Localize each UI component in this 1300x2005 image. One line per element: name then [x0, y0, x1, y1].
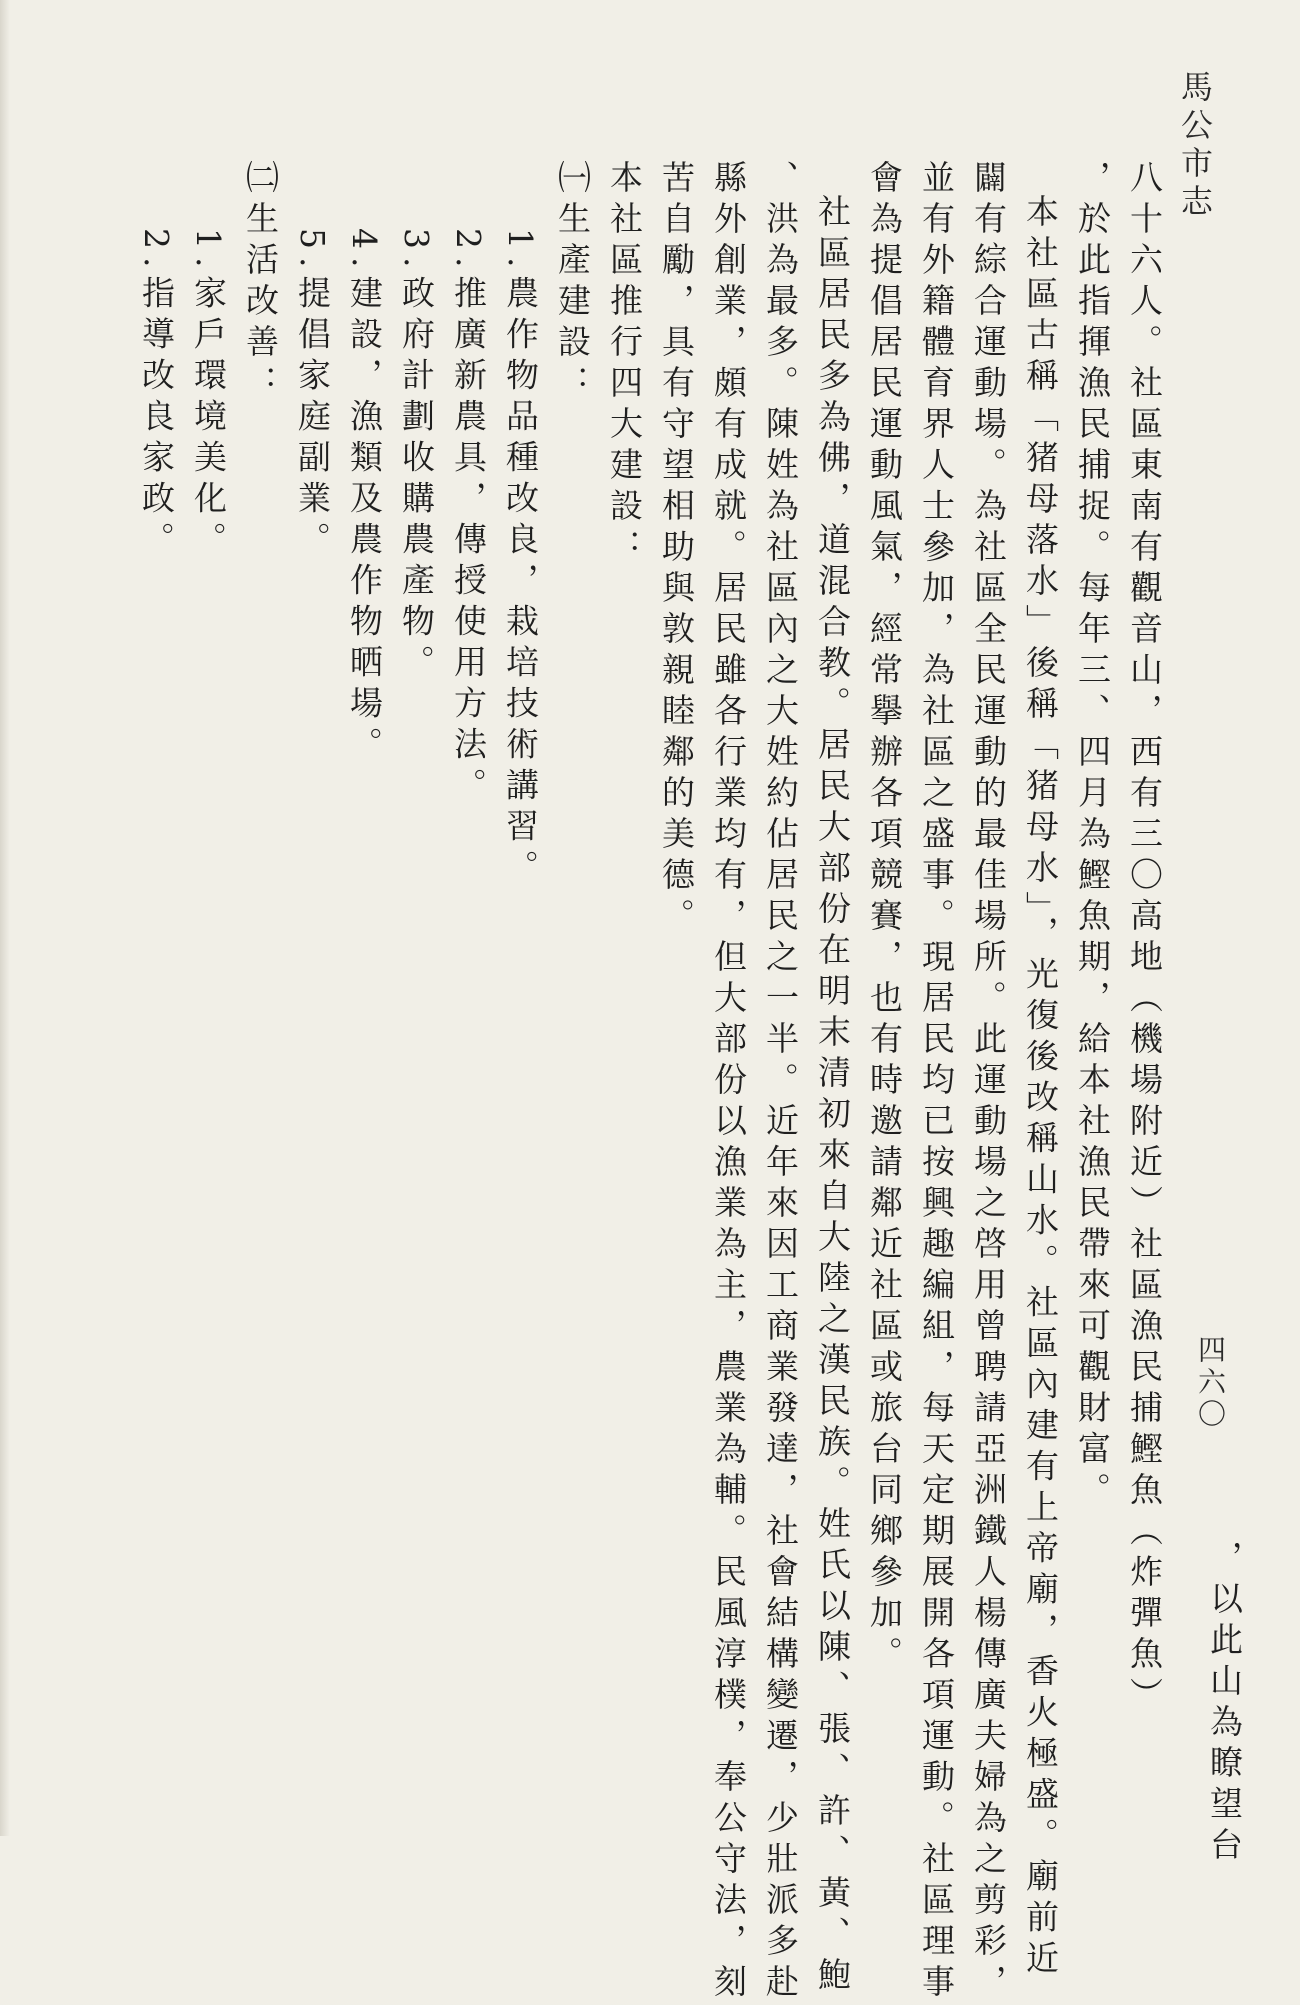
list-item: 5.提倡家庭副業。: [293, 228, 332, 563]
section-heading: 本社區推行四大建設：: [605, 160, 644, 570]
text-column: 闢有綜合運動場。為社區全民運動的最佳場所。此運動場之啓用曾聘請亞洲鐵人楊傳廣夫婦為之剪彩，: [969, 160, 1008, 2005]
list-item: 4.建設，漁類及農作物晒場。: [345, 228, 384, 768]
text-column: 本社區古稱「猪母落水」後稱「猪母水」，光復後改稱山水。社區內建有上帝廟，香火極盛。廟前近: [1021, 194, 1060, 1982]
list-item: 3.政府計劃收購農產物。: [397, 228, 436, 686]
list-item: 1.家戶環境美化。: [189, 228, 228, 563]
text-column: ，於此指揮漁民捕捉。每年三、四月為鰹魚期，給本社漁民帶來可觀財富。: [1073, 160, 1112, 1513]
text-column: 並有外籍體育界人士參加，為社區之盛事。現居民均已按興趣編組，每天定期展開各項運動。社區理事: [917, 160, 956, 2005]
list-item: 1.農作物品種改良，栽培技術講習。: [501, 228, 540, 891]
page-number: 四六〇: [1194, 1335, 1227, 1431]
list-item: 2.推廣新農具，傳授使用方法。: [449, 228, 488, 809]
text-column: 、洪為最多。陳姓為社區內之大姓約佔居民之一半。近年來因工商業發達，社會結構變遷，少壯派多赴: [761, 160, 800, 2005]
page-edge: [0, 0, 10, 1836]
subsection-heading: ㈡生活改善：: [241, 160, 280, 406]
text-column: 社區居民多為佛，道混合教。居民大部份在明末清初來自大陸之漢民族。姓氏以陳、張、許、黃、鮑: [813, 194, 852, 1998]
book-title: 馬公市志: [1176, 70, 1214, 222]
text-column: 會為提倡居民運動風氣，經常擧辦各項競賽，也有時邀請鄰近社區或旅台同鄉參加。: [865, 160, 904, 1677]
subsection-heading: ㈠生產建設：: [553, 160, 592, 406]
text-column-continuation: ，以此山為瞭望台: [1205, 1540, 1244, 1868]
text-column: 八十六人。社區東南有觀音山，西有三〇高地（機場附近）社區漁民捕鰹魚（炸彈魚）: [1125, 160, 1164, 1718]
list-item: 2.指導改良家政。: [137, 228, 176, 563]
text-column: 縣外創業，頗有成就。居民雖各行業均有，但大部份以漁業為主，農業為輔。民風淳樸，奉公守法，刻: [709, 160, 748, 2005]
text-column: 苦自勵，具有守望相助與敦親睦鄰的美德。: [657, 160, 696, 939]
